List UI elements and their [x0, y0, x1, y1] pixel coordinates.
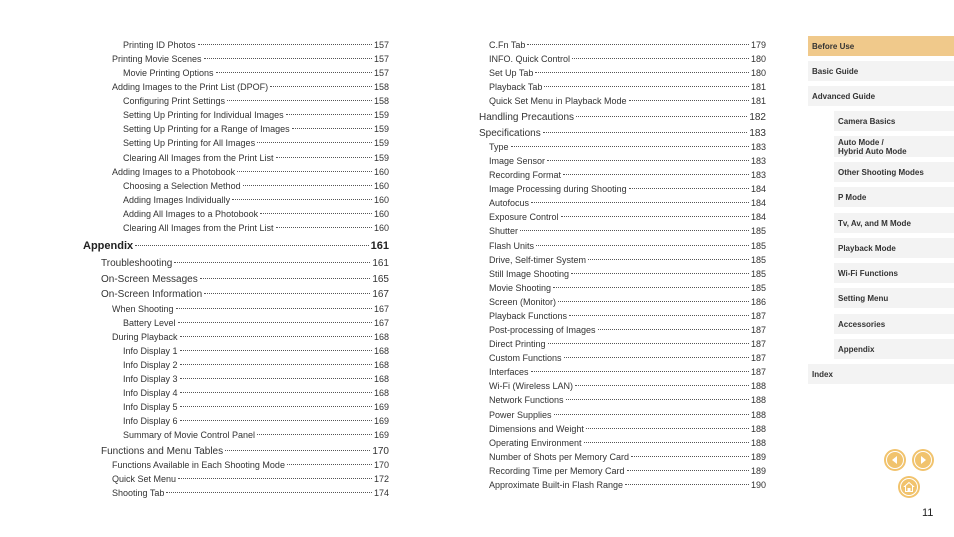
toc-leader-dots — [180, 350, 372, 351]
toc-entry-page: 169 — [373, 430, 389, 440]
toc-entry-title: Interfaces — [489, 367, 529, 377]
toc-entry[interactable] — [123, 209, 389, 219]
toc-entry-title: Info Display 1 — [123, 346, 178, 356]
toc-entry-title: Troubleshooting — [101, 258, 173, 269]
toc-entry-title: C.Fn Tab — [489, 40, 526, 50]
toc-entry[interactable] — [489, 325, 766, 335]
toc-entry-title: Drive, Self-timer System — [489, 255, 587, 265]
toc-entry-page: 161 — [370, 240, 389, 252]
sidebar-item-label: Tv, Av, and M Mode — [838, 218, 911, 228]
toc-entry-title: Info Display 3 — [123, 374, 178, 384]
toc-entry-page: 187 — [750, 339, 766, 349]
toc-entry-page: 160 — [373, 223, 389, 233]
toc-entry-title: Type — [489, 142, 509, 152]
toc-entry-page: 167 — [373, 304, 389, 314]
toc-entry-title: Clearing All Images from the Print List — [123, 223, 274, 233]
toc-entry-title: Image Processing during Shooting — [489, 184, 627, 194]
toc-entry-page: 182 — [749, 112, 766, 123]
toc-entry-title: Image Sensor — [489, 156, 546, 166]
toc-entry[interactable] — [489, 438, 766, 448]
sidebar-item-playback-mode[interactable] — [834, 238, 954, 258]
toc-entry[interactable] — [123, 195, 389, 205]
toc-entry[interactable] — [83, 240, 389, 252]
toc-entry-title: Autofocus — [489, 198, 530, 208]
toc-entry-title: Screen (Monitor) — [489, 297, 557, 307]
toc-leader-dots — [535, 72, 749, 73]
toc-entry[interactable] — [489, 395, 766, 405]
toc-entry[interactable] — [123, 416, 389, 426]
toc-leader-dots — [180, 420, 372, 421]
sidebar-item-tv-av-and-m-mode[interactable] — [834, 213, 954, 233]
toc-entry[interactable] — [489, 353, 766, 363]
sidebar-item-index[interactable] — [808, 364, 954, 384]
toc-entry[interactable] — [112, 167, 389, 177]
toc-leader-dots — [572, 58, 749, 59]
toc-entry-page: 169 — [373, 402, 389, 412]
toc-entry[interactable] — [123, 68, 389, 78]
sidebar-item-auto-mode-hybrid-auto-mode[interactable] — [834, 136, 954, 157]
toc-entry-page: 160 — [373, 181, 389, 191]
toc-entry[interactable] — [123, 153, 389, 163]
toc-leader-dots — [178, 322, 372, 323]
toc-entry-title: Setting Up Printing for a Range of Images — [123, 124, 290, 134]
toc-entry[interactable] — [489, 68, 766, 78]
sidebar-item-label: Accessories — [838, 319, 886, 329]
toc-leader-dots — [536, 245, 749, 246]
toc-entry-page: 189 — [750, 452, 766, 462]
toc-entry[interactable] — [123, 96, 389, 106]
toc-entry-title: Info Display 2 — [123, 360, 178, 370]
toc-entry[interactable] — [489, 410, 766, 420]
toc-leader-dots — [520, 230, 749, 231]
toc-entry[interactable] — [489, 283, 766, 293]
toc-entry[interactable] — [123, 402, 389, 412]
toc-leader-dots — [531, 202, 749, 203]
toc-entry-title: Flash Units — [489, 241, 535, 251]
toc-entry-page: 185 — [750, 283, 766, 293]
toc-entry-title: During Playback — [112, 332, 178, 342]
sidebar-item-label: Playback Mode — [838, 243, 896, 253]
toc-entry[interactable] — [489, 255, 766, 265]
toc-entry[interactable] — [123, 110, 389, 120]
toc-entry-page: 187 — [750, 367, 766, 377]
toc-leader-dots — [292, 128, 372, 129]
toc-entry[interactable] — [489, 54, 766, 64]
toc-entry[interactable] — [123, 181, 389, 191]
toc-entry-page: 174 — [373, 488, 389, 498]
sidebar-item-before-use[interactable] — [808, 36, 954, 56]
toc-entry-page: 160 — [373, 167, 389, 177]
sidebar-item-p-mode[interactable] — [834, 187, 954, 207]
toc-leader-dots — [527, 44, 749, 45]
sidebar-item-label: Basic Guide — [812, 66, 859, 76]
toc-entry-page: 168 — [373, 374, 389, 384]
toc-leader-dots — [166, 492, 372, 493]
page-number: 11 — [922, 507, 934, 519]
toc-entry-title: Quick Set Menu in Playback Mode — [489, 96, 627, 106]
toc-entry-title: Adding Images to the Print List (DPOF) — [112, 82, 269, 92]
toc-entry-title: Custom Functions — [489, 353, 562, 363]
toc-entry-page: 160 — [373, 209, 389, 219]
toc-leader-dots — [511, 146, 749, 147]
toc-entry-page: 159 — [373, 138, 389, 148]
toc-leader-dots — [204, 293, 370, 294]
toc-entry-page: 157 — [373, 54, 389, 64]
toc-entry[interactable] — [489, 311, 766, 321]
toc-entry-page: 188 — [750, 395, 766, 405]
toc-leader-dots — [225, 450, 370, 451]
toc-entry-title: Network Functions — [489, 395, 564, 405]
toc-leader-dots — [180, 336, 372, 337]
toc-leader-dots — [543, 132, 748, 133]
toc-entry[interactable] — [489, 466, 766, 476]
toc-entry-title: On-Screen Messages — [101, 274, 198, 285]
toc-entry-page: 184 — [750, 198, 766, 208]
toc-entry-page: 181 — [750, 82, 766, 92]
toc-leader-dots — [260, 213, 372, 214]
sidebar-item-accessories[interactable] — [834, 314, 954, 334]
toc-leader-dots — [216, 72, 372, 73]
toc-leader-dots — [575, 385, 749, 386]
toc-entry[interactable] — [112, 54, 389, 64]
toc-entry[interactable] — [123, 318, 389, 328]
toc-entry-title: Playback Tab — [489, 82, 543, 92]
toc-entry-page: 168 — [373, 332, 389, 342]
toc-entry[interactable] — [489, 367, 766, 377]
toc-leader-dots — [180, 392, 372, 393]
toc-entry-page: 181 — [750, 96, 766, 106]
toc-leader-dots — [286, 114, 372, 115]
toc-leader-dots — [227, 100, 372, 101]
toc-entry-page: 185 — [750, 241, 766, 251]
toc-leader-dots — [584, 442, 749, 443]
toc-leader-dots — [569, 315, 749, 316]
toc-entry-page: 165 — [372, 274, 389, 285]
toc-leader-dots — [586, 428, 749, 429]
toc-leader-dots — [276, 157, 372, 158]
toc-entry-page: 187 — [750, 325, 766, 335]
toc-entry[interactable] — [123, 360, 389, 370]
toc-entry-page: 168 — [373, 346, 389, 356]
toc-leader-dots — [178, 478, 372, 479]
sidebar-item-label: Advanced Guide — [812, 91, 876, 101]
toc-entry-title: On-Screen Information — [101, 289, 203, 300]
sidebar-item-other-shooting-modes[interactable] — [834, 162, 954, 182]
toc-leader-dots — [629, 100, 749, 101]
toc-entry-page: 183 — [749, 128, 766, 139]
home-icon — [900, 478, 918, 496]
toc-entry[interactable] — [123, 223, 389, 233]
toc-entry-title: Functions Available in Each Shooting Mode — [112, 460, 285, 470]
home-button[interactable] — [898, 476, 920, 498]
toc-entry-title: Configuring Print Settings — [123, 96, 226, 106]
toc-entry[interactable] — [101, 258, 389, 269]
toc-entry[interactable] — [101, 289, 389, 300]
toc-entry[interactable] — [489, 424, 766, 434]
toc-leader-dots — [558, 301, 749, 302]
toc-entry[interactable] — [479, 112, 766, 123]
toc-entry-title: Recording Format — [489, 170, 562, 180]
toc-leader-dots — [531, 371, 749, 372]
toc-entry[interactable] — [489, 96, 766, 106]
toc-entry-title: Quick Set Menu — [112, 474, 177, 484]
sidebar-item-label: Camera Basics — [838, 116, 896, 126]
toc-leader-dots — [544, 86, 749, 87]
toc-entry-title: Handling Precautions — [479, 112, 575, 123]
toc-leader-dots — [276, 227, 372, 228]
toc-entry-title: Exposure Control — [489, 212, 559, 222]
toc-entry[interactable] — [123, 430, 389, 440]
toc-entry-title: Functions and Menu Tables — [101, 446, 224, 457]
toc-entry-page: 189 — [750, 466, 766, 476]
sidebar-item-label: P Mode — [838, 192, 867, 202]
toc-entry-page: 185 — [750, 226, 766, 236]
toc-entry[interactable] — [112, 488, 389, 498]
next-page-button[interactable] — [912, 449, 934, 471]
toc-entry-title: Appendix — [83, 240, 134, 252]
toc-entry-title: Adding Images Individually — [123, 195, 231, 205]
toc-entry[interactable] — [123, 374, 389, 384]
toc-entry-page: 187 — [750, 311, 766, 321]
toc-entry-title: Recording Time per Memory Card — [489, 466, 625, 476]
toc-entry[interactable] — [489, 297, 766, 307]
toc-leader-dots — [174, 262, 370, 263]
toc-entry-title: Info Display 4 — [123, 388, 178, 398]
toc-entry-title: Direct Printing — [489, 339, 546, 349]
toc-entry-title: Shutter — [489, 226, 519, 236]
sidebar-item-label: Setting Menu — [838, 293, 889, 303]
toc-entry-page: 179 — [750, 40, 766, 50]
sidebar-item-label: Other Shooting Modes — [838, 167, 924, 177]
toc-leader-dots — [270, 86, 372, 87]
toc-entry-title: Approximate Built-in Flash Range — [489, 480, 624, 490]
toc-entry-title: Specifications — [479, 128, 541, 139]
toc-leader-dots — [180, 378, 372, 379]
toc-entry[interactable] — [112, 304, 389, 314]
toc-entry[interactable] — [479, 128, 766, 139]
toc-entry-title: Clearing All Images from the Print List — [123, 153, 274, 163]
toc-entry-page: 188 — [750, 424, 766, 434]
toc-entry-title: Info Display 6 — [123, 416, 178, 426]
toc-entry[interactable] — [112, 474, 389, 484]
toc-entry-title: Post-processing of Images — [489, 325, 596, 335]
toc-entry-page: 188 — [750, 381, 766, 391]
toc-entry-title: Shooting Tab — [112, 488, 165, 498]
toc-entry-page: 159 — [373, 124, 389, 134]
toc-entry-title: Summary of Movie Control Panel — [123, 430, 256, 440]
sidebar-item-appendix[interactable] — [834, 339, 954, 359]
toc-entry[interactable] — [489, 142, 766, 152]
sidebar-item-label: Before Use — [812, 41, 855, 51]
toc-leader-dots — [553, 287, 749, 288]
toc-entry-title: Playback Functions — [489, 311, 568, 321]
toc-leader-dots — [198, 44, 372, 45]
toc-leader-dots — [200, 278, 371, 279]
toc-leader-dots — [257, 142, 372, 143]
toc-entry[interactable] — [489, 82, 766, 92]
toc-leader-dots — [257, 434, 372, 435]
toc-entry-title: Wi-Fi (Wireless LAN) — [489, 381, 573, 391]
toc-entry-page: 188 — [750, 438, 766, 448]
toc-entry[interactable] — [112, 82, 389, 92]
toc-entry-title: Movie Printing Options — [123, 68, 214, 78]
toc-leader-dots — [237, 171, 372, 172]
arrow-left-icon — [886, 451, 904, 469]
toc-leader-dots — [564, 357, 749, 358]
toc-entry[interactable] — [489, 226, 766, 236]
sidebar-item-label: Index — [812, 369, 833, 379]
toc-entry-title: Adding All Images to a Photobook — [123, 209, 259, 219]
toc-entry-page: 170 — [373, 460, 389, 470]
toc-leader-dots — [627, 470, 749, 471]
toc-leader-dots — [554, 414, 749, 415]
toc-leader-dots — [563, 174, 749, 175]
toc-entry-page: 172 — [373, 474, 389, 484]
sidebar-item-label: Appendix — [838, 344, 875, 354]
toc-entry-page: 180 — [750, 68, 766, 78]
toc-entry-title: Printing ID Photos — [123, 40, 196, 50]
toc-entry-title: Battery Level — [123, 318, 176, 328]
toc-entry[interactable] — [489, 170, 766, 180]
toc-leader-dots — [561, 216, 749, 217]
toc-entry-title: Choosing a Selection Method — [123, 181, 241, 191]
toc-leader-dots — [547, 160, 749, 161]
toc-entry[interactable] — [489, 212, 766, 222]
toc-entry[interactable] — [123, 138, 389, 148]
toc-entry[interactable] — [489, 269, 766, 279]
toc-entry-page: 183 — [750, 156, 766, 166]
toc-entry[interactable] — [489, 40, 766, 50]
toc-leader-dots — [180, 364, 372, 365]
toc-entry-page: 183 — [750, 142, 766, 152]
toc-leader-dots — [135, 245, 369, 246]
toc-entry-title: Info Display 5 — [123, 402, 178, 412]
toc-entry-page: 180 — [750, 54, 766, 64]
toc-entry-page: 157 — [373, 40, 389, 50]
toc-leader-dots — [629, 188, 749, 189]
toc-entry-title: Printing Movie Scenes — [112, 54, 202, 64]
toc-entry[interactable] — [101, 446, 389, 457]
toc-leader-dots — [576, 116, 747, 117]
toc-entry-page: 190 — [750, 480, 766, 490]
toc-entry-page: 168 — [373, 388, 389, 398]
toc-leader-dots — [287, 464, 372, 465]
toc-entry-page: 159 — [373, 110, 389, 120]
toc-entry-page: 185 — [750, 255, 766, 265]
toc-entry-page: 186 — [750, 297, 766, 307]
toc-entry[interactable] — [123, 346, 389, 356]
toc-entry-page: 184 — [750, 212, 766, 222]
toc-entry-page: 167 — [372, 289, 389, 300]
toc-leader-dots — [548, 343, 749, 344]
toc-entry[interactable] — [101, 274, 389, 285]
toc-entry-title: Setting Up Printing for All Images — [123, 138, 256, 148]
toc-entry-page: 170 — [372, 446, 389, 457]
toc-entry[interactable] — [123, 40, 389, 50]
previous-page-button[interactable] — [884, 449, 906, 471]
toc-entry-page: 157 — [373, 68, 389, 78]
toc-entry-title: Setting Up Printing for Individual Images — [123, 110, 284, 120]
toc-leader-dots — [176, 308, 372, 309]
toc-entry[interactable] — [112, 332, 389, 342]
toc-entry-title: Power Supplies — [489, 410, 552, 420]
toc-entry-title: Set Up Tab — [489, 68, 534, 78]
toc-leader-dots — [243, 185, 372, 186]
toc-entry-page: 188 — [750, 410, 766, 420]
toc-leader-dots — [588, 259, 749, 260]
toc-entry[interactable] — [489, 198, 766, 208]
sidebar-item-label: Auto Mode / Hybrid Auto Mode — [838, 137, 907, 156]
toc-entry-page: 187 — [750, 353, 766, 363]
toc-entry[interactable] — [123, 124, 389, 134]
sidebar-item-label: Wi-Fi Functions — [838, 268, 898, 278]
toc-entry-title: Movie Shooting — [489, 283, 552, 293]
toc-entry[interactable] — [123, 388, 389, 398]
toc-entry[interactable] — [489, 241, 766, 251]
toc-leader-dots — [204, 58, 372, 59]
toc-entry-page: 159 — [373, 153, 389, 163]
toc-leader-dots — [566, 399, 749, 400]
toc-entry[interactable] — [489, 381, 766, 391]
toc-entry[interactable] — [489, 156, 766, 166]
toc-leader-dots — [631, 456, 749, 457]
sidebar-item-camera-basics[interactable] — [834, 111, 954, 131]
toc-leader-dots — [232, 199, 372, 200]
toc-entry[interactable] — [489, 480, 766, 490]
toc-entry-title: Still Image Shooting — [489, 269, 570, 279]
toc-entry-page: 168 — [373, 360, 389, 370]
toc-entry-page: 161 — [372, 258, 389, 269]
toc-entry-title: When Shooting — [112, 304, 174, 314]
toc-entry-title: Dimensions and Weight — [489, 424, 584, 434]
toc-entry-title: INFO. Quick Control — [489, 54, 571, 64]
toc-entry-title: Operating Environment — [489, 438, 582, 448]
arrow-right-icon — [914, 451, 932, 469]
toc-entry-title: Adding Images to a Photobook — [112, 167, 236, 177]
toc-leader-dots — [598, 329, 749, 330]
toc-entry[interactable] — [489, 339, 766, 349]
toc-leader-dots — [180, 406, 372, 407]
toc-entry-page: 158 — [373, 82, 389, 92]
toc-entry-page: 185 — [750, 269, 766, 279]
toc-entry-page: 158 — [373, 96, 389, 106]
toc-entry[interactable] — [489, 184, 766, 194]
sidebar-item-advanced-guide[interactable] — [808, 86, 954, 106]
sidebar-item-wi-fi-functions[interactable] — [834, 263, 954, 283]
sidebar-item-basic-guide[interactable] — [808, 61, 954, 81]
toc-entry-page: 167 — [373, 318, 389, 328]
toc-entry-page: 184 — [750, 184, 766, 194]
toc-leader-dots — [571, 273, 749, 274]
toc-entry-page: 183 — [750, 170, 766, 180]
toc-leader-dots — [625, 484, 749, 485]
sidebar-item-setting-menu[interactable] — [834, 288, 954, 308]
toc-entry-page: 169 — [373, 416, 389, 426]
toc-entry[interactable] — [112, 460, 389, 470]
toc-entry-page: 160 — [373, 195, 389, 205]
toc-entry-title: Number of Shots per Memory Card — [489, 452, 630, 462]
toc-entry[interactable] — [489, 452, 766, 462]
